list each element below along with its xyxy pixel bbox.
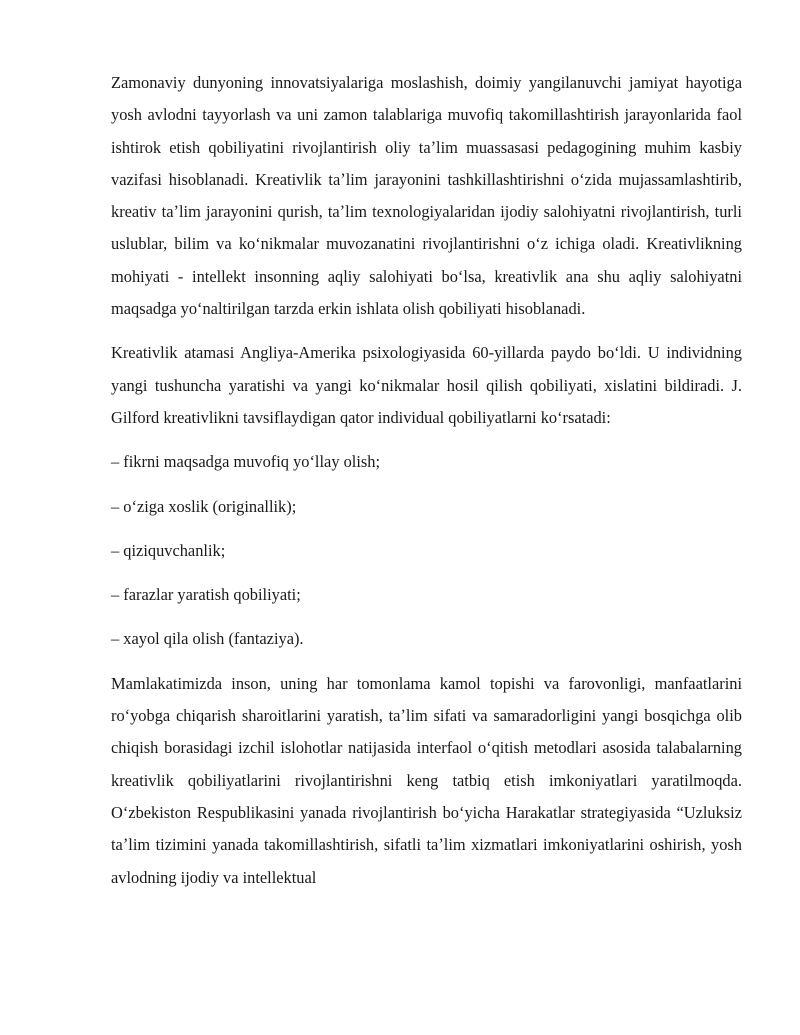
- list-item: – qiziquvchanlik;: [111, 540, 226, 560]
- abilities-list: [111, 446, 742, 655]
- list-item: – farazlar yaratish qobiliyati;: [111, 585, 301, 605]
- list-item: – oʻziga xoslik (originallik);: [111, 496, 297, 516]
- list-item: – xayol qila olish (fantaziya).: [111, 629, 304, 649]
- paragraph-creativity-term: Kreativlik atamasi Angliya-Amerika psixologiyasida 60-yillarda paydo boʻldi. U individning yangi tushuncha yaratishi va yangi koʻnikmalar hosil qilish qobiliyati, xislatini bildiradi. J. Gilford kreativlikni tavsiflaydigan qator individual qobiliyatlarni koʻrsatadi:: [111, 343, 742, 427]
- document-page: [111, 67, 742, 894]
- paragraph-closing: Mamlakatimizda inson, uning har tomonlama kamol topishi va farovonligi, manfaatlarini roʻyobga chiqarish sharoitlarini yaratish, taʼlim sifati va samaradorligini yangi bosqichga olib chiqish borasidagi izchil islohotlar natijasida interfaol oʻqitish metodlari asosida talabalarning kreativlik qobiliyatlarini rivojlantirishni keng tatbiq etish imkoniyatlari yaratilmoqda. Oʻzbekiston Respublikasini yanada rivojlantirish boʻyicha Harakatlar strategiyasida “Uzluksiz taʼlim tizimini yanada takomillashtirish, sifatli taʼlim xizmatlari imkoniyatlarini oshirish, yosh avlodning ijodiy va intellektual: [111, 673, 742, 887]
- list-item: – fikrni maqsadga muvofiq yoʻllay olish;: [111, 452, 381, 472]
- paragraph-intro: Zamonaviy dunyoning innovatsiyalariga moslashish, doimiy yangilanuvchi jamiyat hayotiga yosh avlodni tayyorlash va uni zamon talablariga muvofiq takomillashtirish jarayonlarida faol ishtirok etish qobiliyatini rivojlantirish oliy taʼlim muassasasi pedagogining muhim kasbiy vazifasi hisoblanadi. Kreativlik taʼlim jarayonini tashkillashtirishni oʻzida mujassamlashtirib, kreativ taʼlim jarayonini qurish, taʼlim texnologiyalaridan ijodiy salohiyatni rivojlantirish, turli uslublar, bilim va koʻnikmalar muvozanatini rivojlantirishni oʻz ichiga oladi. Kreativlikning mohiyati - intellekt insonning aqliy salohiyati boʻlsa, kreativlik ana shu aqliy salohiyatni maqsadga yoʻnaltirilgan tarzda erkin ishlata olish qobiliyati hisoblanadi.: [111, 73, 742, 319]
